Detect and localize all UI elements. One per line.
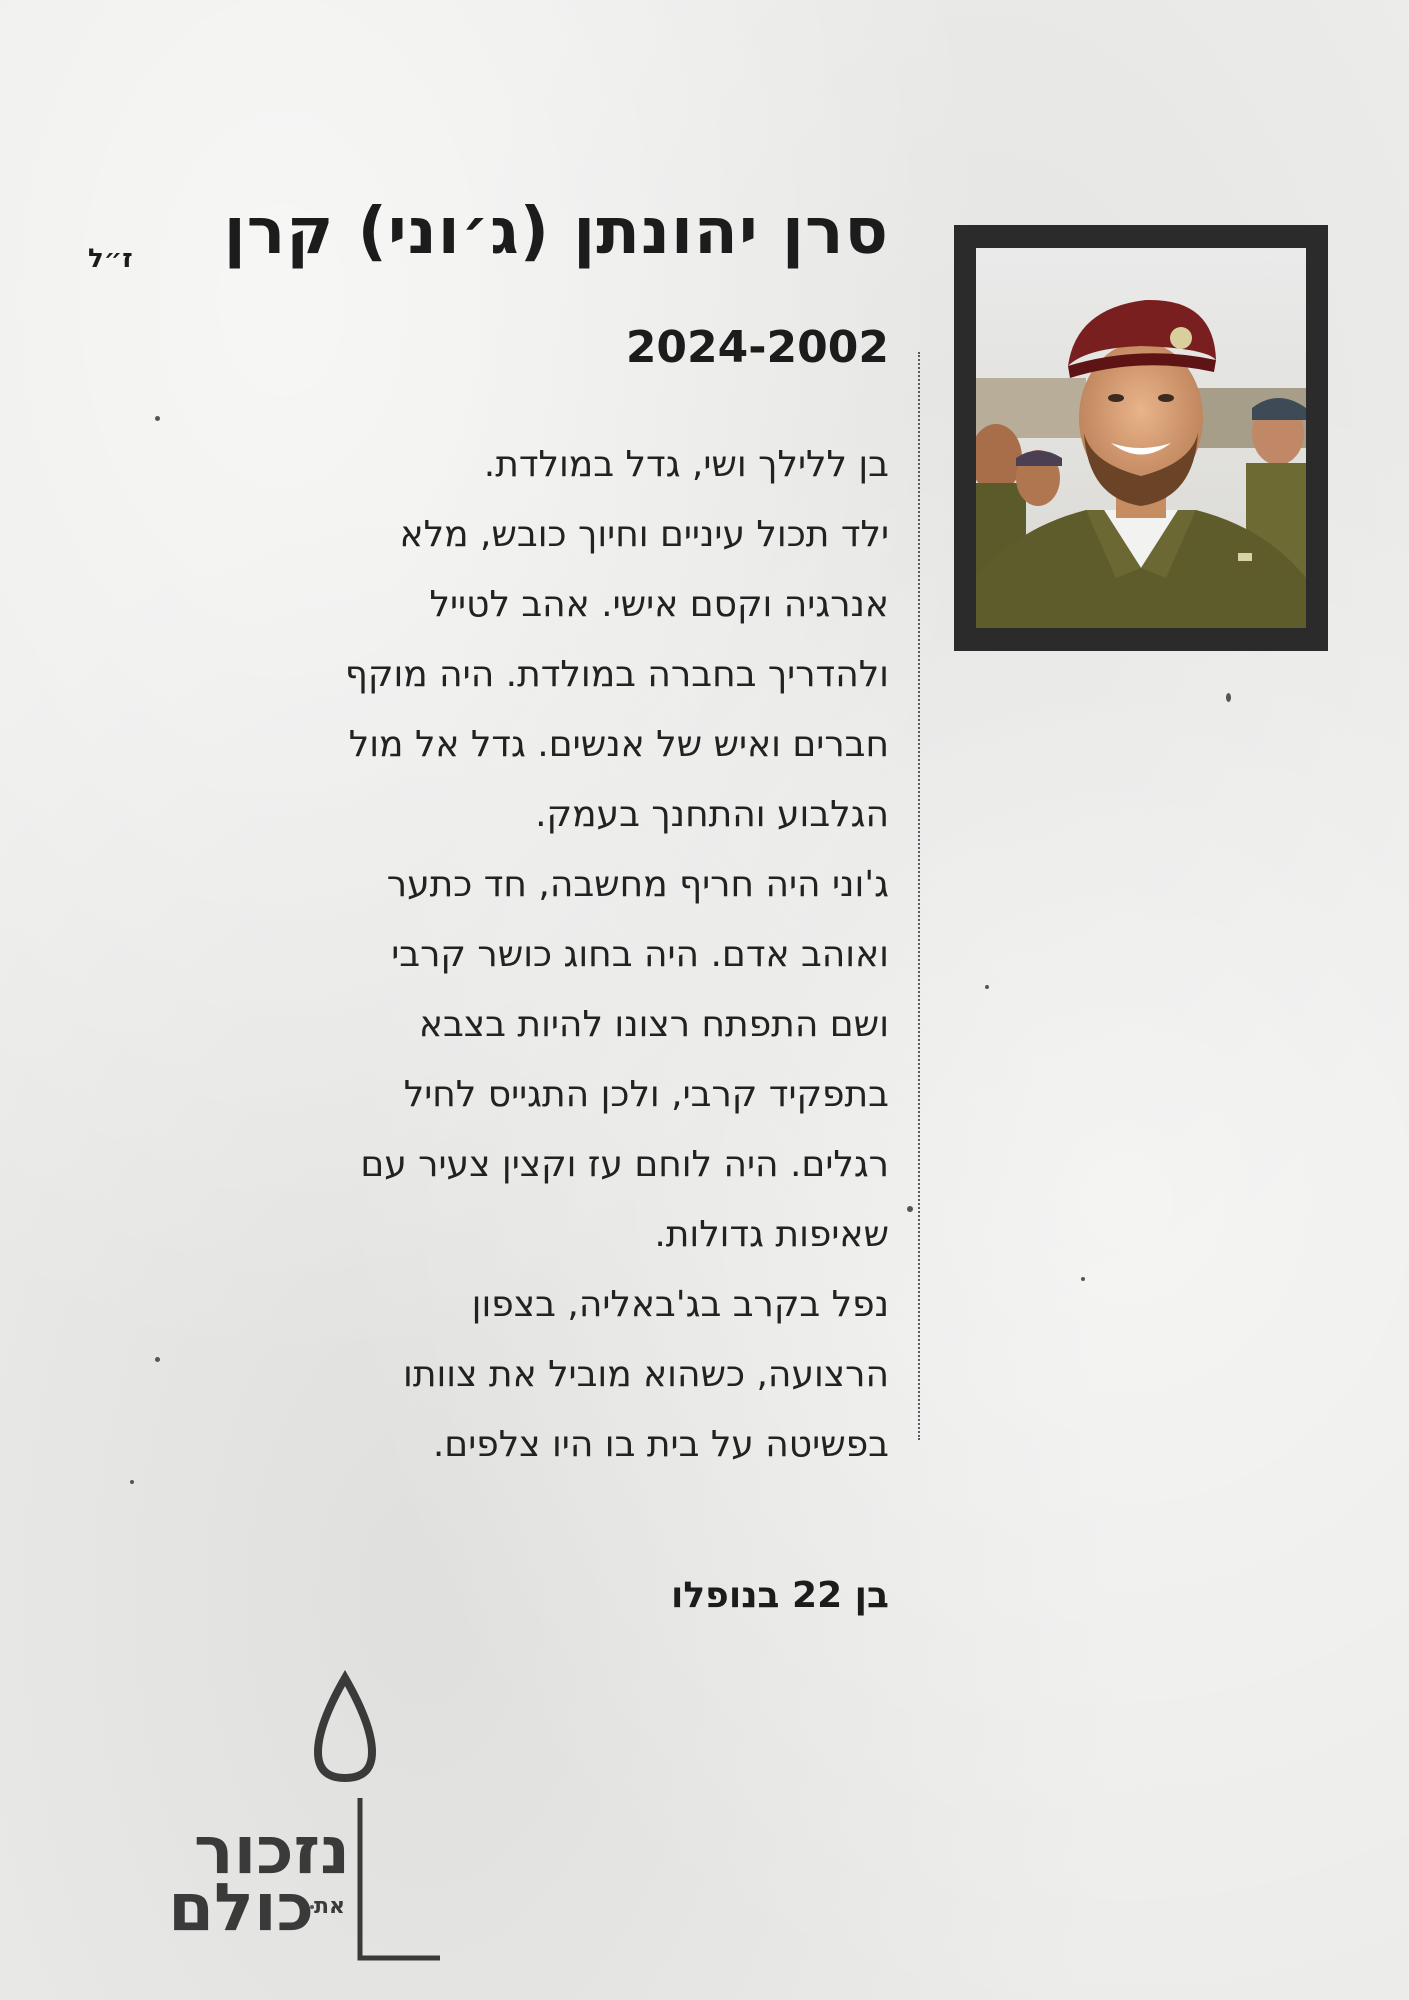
paper-speck [985,985,989,989]
logo-word-kulam: כולם [168,1869,314,1946]
fallen-soldier-name: סרן יהונתן (ג׳וני) קרן [223,195,889,269]
nizkor-et-kulam-logo [110,1670,450,1970]
paper-speck [130,1480,134,1484]
bio-line: בתפקיד קרבי, ולכן התגייס לחיל [403,1074,889,1115]
bio-line: חברים ואיש של אנשים. גדל אל מול [348,724,889,765]
bio-line: שאיפות גדולות. [654,1214,889,1255]
biography-text [269,430,889,1480]
portrait-frame [954,225,1328,651]
paper-speck [907,1206,913,1212]
paper-speck [1226,693,1231,702]
dotted-divider [918,352,920,1440]
bio-line: הגלבוע והתחנך בעמק. [535,794,889,835]
bio-line: ואוהב אדם. היה בחוג כושר קרבי [391,934,889,975]
paper-speck [155,1357,160,1362]
life-years: 2024-2002 [625,322,889,373]
bio-line: ולהדריך בחברה במולדת. היה מוקף [344,654,889,695]
logo-word-et: את [313,1894,345,1919]
bio-line: בפשיטה על בית בו היו צלפים. [432,1424,889,1465]
honorific-zl: ז״ל [88,244,133,274]
bio-line: רגלים. היה לוחם עז וקצין צעיר עם [360,1144,889,1185]
bio-line: בן ללילך ושי, גדל במולדת. [483,444,889,485]
paper-speck [155,416,160,421]
bio-line: ושם התפתח רצונו להיות בצבא [418,1004,889,1045]
age-at-death: בן 22 בנופלו [671,1575,889,1616]
bio-line: אנרגיה וקסם אישי. אהב לטייל [429,584,889,625]
bio-line: הרצועה, כשהוא מוביל את צוותו [403,1354,889,1395]
logo-word-nizkor: נזכור [193,1812,350,1889]
soldier-portrait-photo [976,248,1306,628]
bio-line: ג'וני היה חריף מחשבה, חד כתער [386,864,889,905]
bio-line: נפל בקרב בג'באליה, בצפון [471,1284,889,1325]
paper-speck [1081,1277,1085,1281]
bio-line: ילד תכול עיניים וחיוך כובש, מלא [399,514,889,555]
